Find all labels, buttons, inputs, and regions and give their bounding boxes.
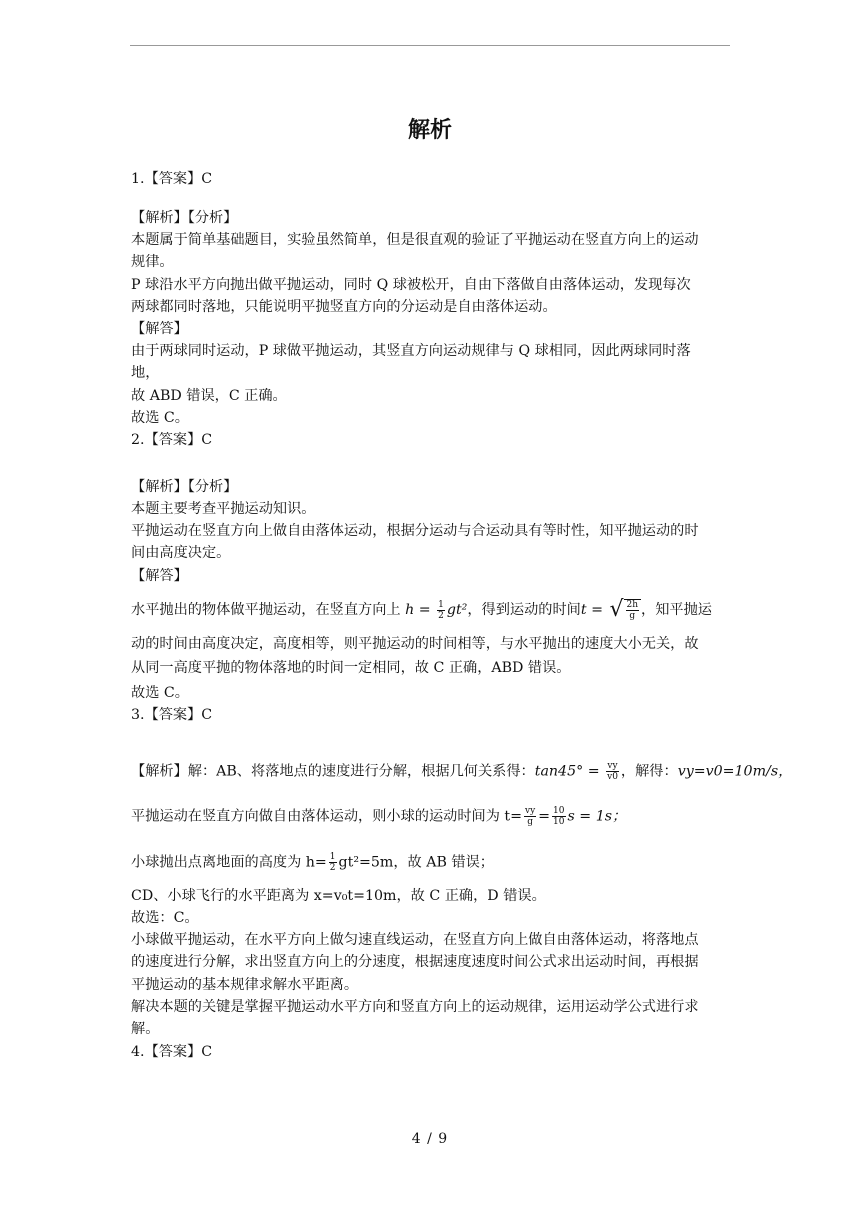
text-line: 动的时间由高度决定，高度相等，则平抛运动的时间相等，与水平抛出的速度大小无关，故 (131, 636, 699, 652)
text-line: 本题属于简单基础题目，实验虽然简单，但是很直观的验证了平抛运动在竖直方向上的运动 (131, 232, 699, 248)
radical-sign: √ (609, 597, 624, 622)
text-segment: 【解析】解：AB、将落地点的速度进行分解，根据几何关系得： (131, 763, 535, 780)
math-gt2: gt² (446, 602, 468, 618)
denominator: g (527, 817, 533, 827)
fraction-half (437, 600, 445, 621)
solution-heading: 【解答】 (131, 568, 188, 584)
text-line: 两球都同时落地，只能说明平抛竖直方向的分运动是自由落体运动。 (131, 299, 557, 315)
solution-heading: 【解答】 (131, 321, 188, 337)
denominator: 2 (329, 863, 336, 873)
math-s: s = 1s； (567, 808, 627, 825)
numerator: 2h (626, 600, 639, 610)
text-line: 规律。 (131, 254, 174, 270)
formula-line: 平抛运动在竖直方向做自由落体运动，则小球的运动时间为 t= $\frac{vy}{g}$ = $\frac{10}{10}$ s = 1s； (131, 806, 627, 827)
fraction-vy-v0 (606, 761, 619, 782)
text-line: 故 ABD 错误，C 正确。 (131, 388, 287, 404)
fraction-10-10 (552, 806, 565, 827)
formula-line (131, 599, 712, 621)
formula-line (131, 852, 494, 873)
text-line: 故选 C。 (131, 685, 189, 701)
text-segment: gt²=5m，故 AB 错误； (338, 854, 494, 871)
text-line: 解决本题的关键是掌握平抛运动水平方向和竖直方向上的运动规律，运用运动学公式进行求 (131, 999, 699, 1015)
answer-3: 3.【答案】C (131, 707, 213, 723)
text-line: 本题主要考查平抛运动知识。 (131, 501, 316, 517)
analysis-heading: 【解析】【分析】 (131, 479, 238, 495)
text-line: 平抛运动的基本规律求解水平距离。 (131, 977, 359, 993)
text-line: 间由高度决定。 (131, 545, 231, 561)
page-number: 4 / 9 (411, 1131, 449, 1147)
text-segment: ，解得： (620, 763, 678, 780)
text-line: 故选：C。 (131, 910, 199, 926)
numerator: vy (524, 806, 536, 816)
denominator: v0 (607, 772, 618, 782)
text-line: 故选 C。 (131, 410, 189, 426)
text-segment: 小球抛出点离地面的高度为 h= (131, 854, 327, 871)
text-segment: 平抛运动在竖直方向做自由落体运动，则小球的运动时间为 t= (131, 808, 522, 825)
page-title: 解析 (407, 118, 452, 143)
text-line: 平抛运动在竖直方向上做自由落体运动，根据分运动与合运动具有等时性，知平抛运动的时 (131, 523, 699, 539)
fraction-half (329, 852, 337, 873)
numerator: 1 (329, 852, 336, 862)
text-segment: 水平抛出的物体做平抛运动，在竖直方向上 (131, 602, 401, 618)
math-t: t = (580, 602, 608, 618)
header-rule (130, 45, 730, 46)
fraction-vy-g (524, 806, 536, 827)
denominator: g (629, 611, 636, 621)
text-line: 由于两球同时运动，P 球做平抛运动，其竖直方向运动规律与 Q 球相同，因此两球同时落 (131, 343, 691, 359)
text-line: CD、小球飞行的水平距离为 x=v₀t=10m，故 C 正确，D 错误。 (131, 888, 546, 904)
sqrt-expression (609, 599, 641, 621)
text-line: P 球沿水平方向抛出做平抛运动，同时 Q 球被松开，自由下落做自由落体运动，发现每次 (131, 277, 691, 293)
text-line: 小球做平抛运动，在水平方向上做匀速直线运动，在竖直方向上做自由落体运动，将落地点 (131, 932, 699, 948)
answer-2: 2.【答案】C (131, 432, 213, 448)
analysis-heading: 【解析】【分析】 (131, 210, 238, 226)
numerator: vy (607, 761, 618, 771)
math-vy: vy=v0=10m/s， (677, 763, 793, 780)
answer-4: 4.【答案】C (131, 1044, 213, 1060)
text-line: 地， (131, 365, 160, 381)
text-segment: ，知平抛运 (641, 602, 712, 618)
denominator: 10 (553, 817, 565, 827)
answer-1: 1.【答案】C (131, 171, 213, 187)
math-h: h = (405, 602, 436, 618)
math-tan45: tan45° = (534, 763, 605, 780)
formula-line (131, 761, 792, 782)
numerator: 1 (438, 599, 444, 610)
text-line: 解。 (131, 1021, 160, 1037)
fraction-2h-g (626, 600, 640, 621)
text-segment: ，得到运动的时间 (467, 602, 581, 618)
numerator: 10 (553, 806, 565, 816)
denominator: 2 (438, 610, 444, 621)
text-line: 的速度进行分解，求出竖直方向上的分速度，根据速度速度时间公式求出运动时间，再根据 (131, 954, 699, 970)
text-line: 从同一高度平抛的物体落地的时间一定相同，故 C 正确，ABD 错误。 (131, 660, 571, 676)
